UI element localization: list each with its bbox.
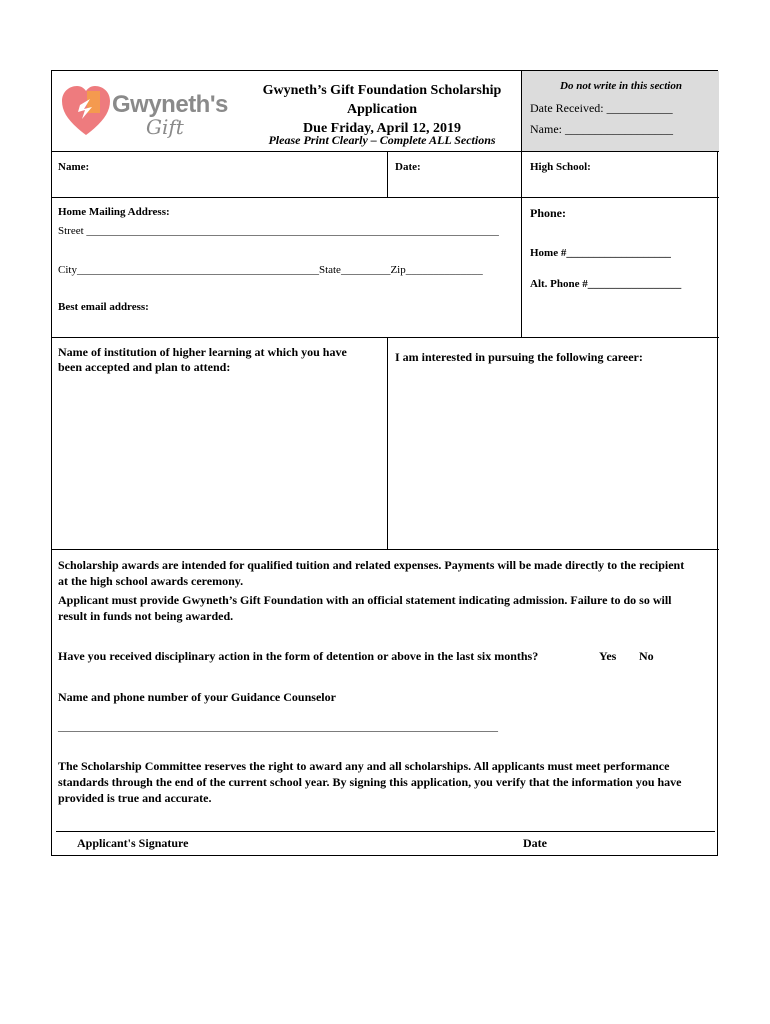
applicant-signature-label: Applicant's Signature [77,836,189,850]
terms-p3-line-1: The Scholarship Committee reserves the right to award any and all scholarships. All applicants must meet performance [58,759,670,773]
divider [52,549,719,550]
terms-p2-line-2: result in funds not being awarded. [58,609,234,623]
date-label: Date: [395,161,421,173]
divider [52,337,719,338]
institution-label-line-1: Name of institution of higher learning at which you have [58,345,347,359]
heart-icon [60,83,112,139]
terms-paragraph-2 [58,592,713,624]
office-use-box [521,71,719,151]
counselor-field[interactable]: ________________________________________________________________________________ [58,721,498,733]
date-received-field: Date Received: ___________ [530,101,673,115]
street-field[interactable]: Street ___________________________________________________________________________ [58,225,499,237]
terms-paragraph-3 [58,758,713,806]
logo-text-script: Gift [146,115,184,139]
terms-p3-line-3: provided is true and accurate. [58,791,212,805]
office-use-title: Do not write in this section [560,80,682,92]
terms-p1-line-2: at the high school awards ceremony. [58,574,244,588]
high-school-label: High School: [530,161,591,173]
office-name-field: Name: __________________ [530,122,673,136]
institution-label-line-2: been accepted and plan to attend: [58,360,231,374]
divider [52,197,719,198]
terms-p2-line-1: Applicant must provide Gwyneth’s Gift Foundation with an official statement indicating admission. Failure to do so will [58,593,672,607]
city-state-zip-field[interactable]: City____________________________________________State_________Zip______________ [58,264,483,276]
divider [521,151,522,337]
instructions: Please Print Clearly – Complete ALL Sections [268,133,496,147]
disciplinary-question: Have you received disciplinary action in the form of detention or above in the last six months? [58,649,539,663]
logo-text-main: Gwyneth's [112,91,228,118]
yes-option[interactable]: Yes [599,649,617,663]
divider [387,337,388,549]
alt-phone-field[interactable]: Alt. Phone #_________________ [530,278,682,290]
phone-heading: Phone: [530,206,566,220]
terms-p3-line-2: standards through the end of the current school year. By signing this application, you verify that the information you have [58,775,682,789]
due-date: Due Friday, April 12, 2019 [303,121,461,136]
home-phone-field[interactable]: Home #___________________ [530,247,671,259]
name-label: Name: [58,161,90,173]
divider [387,151,388,197]
logo [60,77,240,139]
terms-paragraph-1 [58,557,713,589]
title-line-1: Gwyneth’s Gift Foundation Scholarship [262,83,502,98]
signature-date-label: Date [523,836,547,850]
address-heading: Home Mailing Address: [58,206,170,218]
no-option[interactable]: No [639,649,654,663]
terms-p1-line-1: Scholarship awards are intended for qualified tuition and related expenses. Payments will be made directly to the recipient [58,558,685,572]
divider [52,151,719,152]
signature-line[interactable] [56,831,715,832]
email-label: Best email address: [58,301,149,313]
scholarship-form [51,70,718,856]
institution-label [58,345,347,375]
counselor-label: Name and phone number of your Guidance Counselor [58,690,336,704]
title-line-2: Application [346,102,417,117]
form-title [242,81,522,138]
career-label: I am interested in pursuing the following career: [395,350,643,364]
